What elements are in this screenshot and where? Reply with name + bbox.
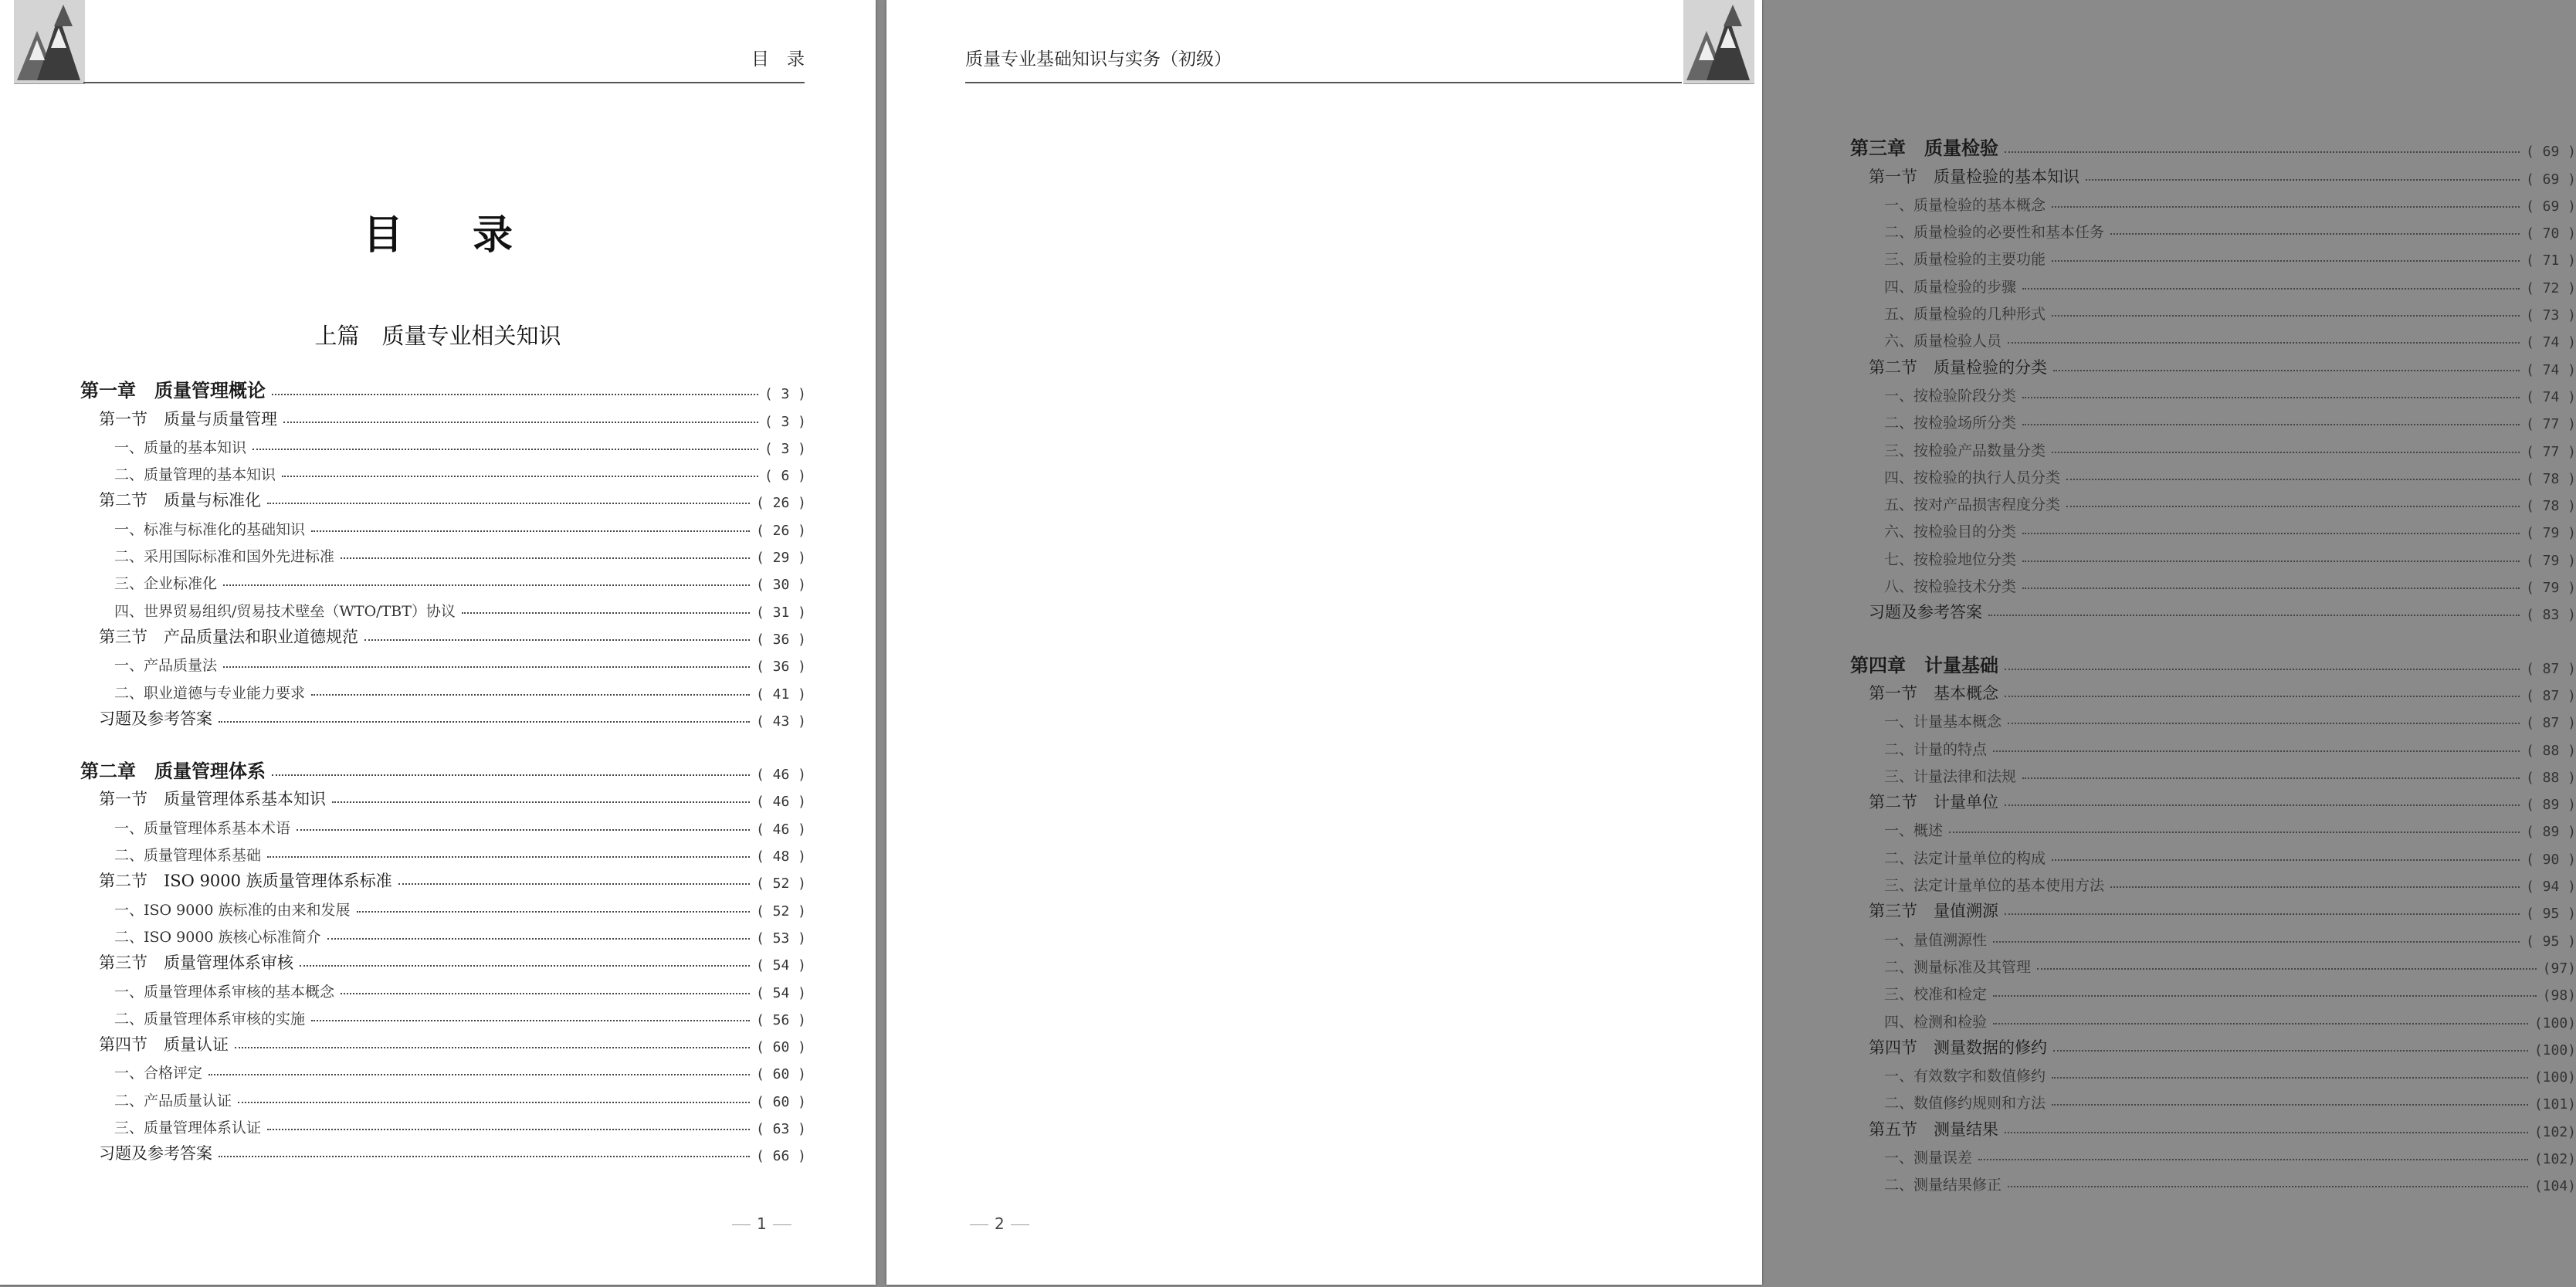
dot-leader bbox=[2008, 341, 2520, 344]
toc-entry-title: 二、数值修约规则和方法 bbox=[1884, 1095, 2046, 1113]
toc-entry-page: ( 88 ) bbox=[2525, 742, 2576, 759]
toc-entry-page: ( 30 ) bbox=[755, 577, 806, 594]
toc-entry-item bbox=[1850, 487, 2576, 514]
dot-leader bbox=[2022, 287, 2520, 290]
toc-entry-item bbox=[80, 566, 806, 593]
toc-entry-page: ( 26 ) bbox=[755, 522, 806, 539]
dot-leader bbox=[341, 992, 750, 994]
toc-entry-page: (97) bbox=[2542, 960, 2576, 977]
toc-entry-page: ( 36 ) bbox=[755, 631, 806, 648]
toc-entry-title: 第二章 质量管理体系 bbox=[80, 760, 266, 783]
toc-entry-title: 习题及参考答案 bbox=[1869, 603, 1982, 622]
toc-entry-title: 一、质量管理体系审核的基本概念 bbox=[114, 983, 335, 1001]
toc-entry-page: ( 52 ) bbox=[755, 875, 806, 892]
toc-entry-item bbox=[80, 1110, 806, 1137]
toc-entry-page: ( 48 ) bbox=[755, 848, 806, 865]
toc-entry-title: 三、校准和检定 bbox=[1884, 986, 1988, 1004]
dot-leader bbox=[1949, 831, 2520, 833]
toc-entry-title: 二、计量的特点 bbox=[1884, 740, 1988, 758]
right-page bbox=[886, 0, 2576, 1285]
toc-entry-title: 四、检测和检验 bbox=[1884, 1013, 1988, 1031]
toc-entry-page: (102) bbox=[2534, 1150, 2576, 1167]
toc-entry-page: ( 54 ) bbox=[755, 957, 806, 974]
toc-entry-item bbox=[80, 1055, 806, 1082]
toc-entry-title: 一、质量管理体系基本术语 bbox=[114, 819, 291, 837]
dot-leader bbox=[332, 801, 750, 803]
toc-entry-exercise bbox=[80, 703, 806, 730]
dot-leader bbox=[327, 937, 750, 940]
dot-leader bbox=[2022, 423, 2520, 425]
dot-leader bbox=[2005, 695, 2520, 697]
dot-leader bbox=[364, 638, 750, 641]
dot-leader bbox=[341, 557, 750, 559]
toc-entry-page: ( 3 ) bbox=[764, 413, 806, 430]
toc-entry-title: 第一节 质量检验的基本知识 bbox=[1869, 167, 2079, 186]
dot-leader bbox=[2022, 532, 2520, 534]
toc-entry-page: ( 60 ) bbox=[755, 1093, 806, 1110]
toc-entry-section bbox=[80, 484, 806, 511]
toc-entry-section bbox=[1850, 677, 2576, 704]
toc-entry-page: ( 60 ) bbox=[755, 1039, 806, 1056]
toc-entry-title: 三、按检验产品数量分类 bbox=[1884, 442, 2046, 459]
toc-entry-item bbox=[80, 430, 806, 457]
dot-leader bbox=[1993, 940, 2520, 943]
toc-entry-title: 二、按检验场所分类 bbox=[1884, 415, 2017, 432]
dot-leader bbox=[311, 693, 750, 696]
toc-entry-title: 三、法定计量单位的基本使用方法 bbox=[1884, 877, 2105, 895]
corner-logo-image bbox=[14, 0, 85, 84]
toc-entry-title: 第三节 量值溯源 bbox=[1869, 902, 1998, 921]
dot-leader bbox=[2066, 478, 2520, 480]
dot-leader bbox=[2022, 396, 2520, 398]
toc-entry-chapter bbox=[80, 756, 806, 783]
toc-entry-title: 五、按对产品损害程度分类 bbox=[1884, 496, 2061, 514]
toc-entry-section bbox=[1850, 786, 2576, 813]
toc-entry-title: 一、计量基本概念 bbox=[1884, 713, 2002, 731]
dot-leader bbox=[1988, 614, 2520, 616]
dot-leader bbox=[2008, 722, 2520, 724]
toc-entry-section bbox=[80, 865, 806, 892]
dot-leader bbox=[2022, 560, 2520, 562]
dot-leader bbox=[357, 910, 750, 913]
dot-leader bbox=[235, 1046, 750, 1048]
toc-entry-title: 第五节 测量结果 bbox=[1869, 1119, 1998, 1139]
toc-entry-title: 一、质量检验的基本概念 bbox=[1884, 196, 2046, 214]
toc-entry-page: ( 46 ) bbox=[755, 821, 806, 838]
toc-entry-title: 第一节 质量管理体系基本知识 bbox=[99, 790, 326, 809]
dot-leader bbox=[2037, 967, 2537, 970]
dot-leader bbox=[2110, 886, 2520, 888]
toc-entry-item bbox=[80, 892, 806, 919]
toc-entry-section bbox=[1850, 895, 2576, 922]
toc-entry-page: ( 3 ) bbox=[764, 440, 806, 457]
toc-entry-title: 二、测量标准及其管理 bbox=[1884, 958, 2032, 976]
dot-leader bbox=[253, 448, 758, 450]
dot-leader bbox=[297, 828, 750, 831]
dot-leader bbox=[2053, 369, 2520, 371]
toc-entry-item bbox=[1850, 950, 2576, 977]
toc-entry-item bbox=[1850, 269, 2576, 296]
toc-entry-section bbox=[1850, 1113, 2576, 1140]
toc-entry-page: ( 70 ) bbox=[2525, 225, 2576, 242]
toc-entry-title: 第一节 基本概念 bbox=[1869, 683, 1998, 703]
toc-entry-item bbox=[80, 974, 806, 1001]
toc-entry-item bbox=[80, 539, 806, 566]
toc-entry-title: 第二节 质量与标准化 bbox=[99, 491, 261, 510]
dot-leader bbox=[2052, 205, 2520, 208]
dot-leader bbox=[267, 502, 750, 504]
toc-entry-title: 第四节 测量数据的修约 bbox=[1869, 1038, 2047, 1057]
dot-leader bbox=[267, 855, 750, 858]
dot-leader bbox=[311, 1019, 750, 1021]
toc-entry-page: ( 79 ) bbox=[2525, 552, 2576, 569]
toc-entry-title: 三、企业标准化 bbox=[114, 575, 218, 593]
toc-entry-title: 第四章 计量基础 bbox=[1850, 654, 1998, 676]
dot-leader bbox=[1993, 994, 2537, 997]
toc-entry-page: ( 53 ) bbox=[755, 930, 806, 947]
dot-leader bbox=[238, 1101, 750, 1103]
toc-entry-item bbox=[1850, 242, 2576, 269]
left-page bbox=[0, 0, 876, 1285]
page-number bbox=[964, 1214, 1035, 1233]
toc-entry-page: ( 94 ) bbox=[2525, 879, 2576, 896]
toc-entry-title: 第四节 质量认证 bbox=[99, 1035, 229, 1055]
toc-entry-page: ( 95 ) bbox=[2525, 906, 2576, 923]
dot-leader bbox=[2086, 178, 2520, 181]
toc-entry-item bbox=[80, 648, 806, 675]
toc-entry-item bbox=[1850, 405, 2576, 432]
toc-entry-title: 六、质量检验人员 bbox=[1884, 333, 2002, 351]
toc-entry-title: 第一章 质量管理概论 bbox=[80, 380, 266, 402]
toc-entry-item bbox=[1850, 1085, 2576, 1113]
toc-entry-section bbox=[80, 783, 806, 810]
toc-entry-title: 二、质量管理的基本知识 bbox=[114, 466, 276, 484]
toc-entry-page: ( 31 ) bbox=[755, 604, 806, 621]
toc-entry-title: 一、测量误差 bbox=[1884, 1149, 1973, 1167]
toc-entry-title: 三、质量检验的主要功能 bbox=[1884, 251, 2046, 269]
part-title: 上篇 质量专业相关知识 bbox=[314, 323, 561, 349]
dot-leader bbox=[208, 1073, 750, 1075]
dot-leader bbox=[1993, 750, 2520, 752]
toc-entry-page: ( 87 ) bbox=[2525, 715, 2576, 732]
toc-entry-title: 六、按检验目的分类 bbox=[1884, 523, 2017, 541]
toc-entry-item bbox=[80, 593, 806, 620]
toc-entry-item bbox=[1850, 1058, 2576, 1085]
toc-entry-page: ( 78 ) bbox=[2525, 470, 2576, 487]
dot-leader bbox=[272, 393, 758, 395]
toc-entry-title: 五、质量检验的几种形式 bbox=[1884, 306, 2046, 323]
toc-entry-page: (104) bbox=[2534, 1178, 2576, 1195]
toc-entry-title: 第一节 质量与质量管理 bbox=[99, 409, 277, 428]
toc-entry-title: 第二节 质量检验的分类 bbox=[1869, 357, 2047, 377]
toc-entry-item bbox=[80, 838, 806, 865]
toc-entry-title: 二、法定计量单位的构成 bbox=[1884, 849, 2046, 867]
dot-leader bbox=[311, 530, 750, 532]
toc-entry-item bbox=[80, 511, 806, 538]
toc-entry-item bbox=[1850, 514, 2576, 541]
toc-entry-item bbox=[1850, 731, 2576, 758]
toc-entry-title: 四、世界贸易组织/贸易技术壁垒（WTO/TBT）协议 bbox=[114, 602, 456, 620]
toc-entry-item bbox=[1850, 432, 2576, 459]
toc-entry-page: ( 90 ) bbox=[2525, 851, 2576, 868]
toc-entry-title: 八、按检验技术分类 bbox=[1884, 578, 2017, 596]
toc-entry-page: ( 73 ) bbox=[2525, 307, 2576, 324]
toc-entry-item bbox=[1850, 1167, 2576, 1194]
toc-entry-page: ( 69 ) bbox=[2525, 144, 2576, 161]
toc-entry-title: 一、标准与标准化的基础知识 bbox=[114, 520, 306, 538]
toc-entry-item bbox=[1850, 296, 2576, 323]
dot-leader bbox=[1978, 1158, 2528, 1160]
toc-entry-item bbox=[1850, 215, 2576, 242]
toc-entry-item bbox=[80, 810, 806, 837]
toc-entry-title: 一、质量的基本知识 bbox=[114, 439, 247, 456]
dot-leader bbox=[2052, 451, 2520, 453]
header-rule bbox=[83, 82, 805, 83]
toc-entry-item bbox=[1850, 1004, 2576, 1031]
toc-list bbox=[1850, 133, 2576, 1194]
toc-entry-page: ( 6 ) bbox=[764, 468, 806, 485]
toc-entry-exercise bbox=[1850, 596, 2576, 623]
dot-leader bbox=[282, 475, 758, 477]
toc-entry-section bbox=[80, 621, 806, 648]
page-number-value: 1 bbox=[757, 1214, 767, 1233]
toc-entry-title: 四、按检验的执行人员分类 bbox=[1884, 469, 2061, 486]
toc-entry-title: 习题及参考答案 bbox=[99, 1144, 212, 1163]
toc-entry-page: ( 46 ) bbox=[755, 767, 806, 784]
dot-leader bbox=[283, 421, 758, 423]
toc-entry-page: ( 69 ) bbox=[2525, 198, 2576, 215]
toc-entry-page: ( 74 ) bbox=[2525, 361, 2576, 378]
dot-leader bbox=[462, 611, 750, 614]
toc-entry-title: 四、质量检验的步骤 bbox=[1884, 278, 2017, 296]
toc-entry-page: ( 66 ) bbox=[755, 1148, 806, 1165]
toc-entry-title: 一、概述 bbox=[1884, 822, 1944, 840]
toc-entry-page: ( 41 ) bbox=[755, 686, 806, 703]
toc-entry-page: ( 87 ) bbox=[2525, 660, 2576, 677]
toc-entry-title: 二、质量管理体系基础 bbox=[114, 847, 262, 865]
toc-entry-page: ( 89 ) bbox=[2525, 797, 2576, 814]
toc-entry-item bbox=[80, 1001, 806, 1028]
toc-entry-title: 一、有效数字和数值修约 bbox=[1884, 1068, 2046, 1085]
toc-entry-item bbox=[80, 1082, 806, 1109]
dot-leader bbox=[2052, 259, 2520, 262]
dot-leader bbox=[398, 882, 750, 885]
running-header: 目 录 bbox=[751, 49, 805, 69]
running-header: 质量专业基础知识与实务（初级） bbox=[965, 49, 1232, 69]
dot-leader bbox=[2005, 1131, 2528, 1133]
toc-entry-title: 第三章 质量检验 bbox=[1850, 137, 1998, 160]
toc-entry-page: ( 60 ) bbox=[755, 1066, 806, 1083]
dot-leader bbox=[2005, 804, 2520, 806]
toc-entry-item bbox=[1850, 378, 2576, 405]
toc-entry-title: 二、采用国际标准和国外先进标准 bbox=[114, 548, 335, 566]
dot-leader bbox=[2005, 151, 2520, 153]
toc-entry-page: ( 26 ) bbox=[755, 495, 806, 512]
toc-entry-title: 二、质量检验的必要性和基本任务 bbox=[1884, 224, 2105, 242]
toc-entry-title: 一、产品质量法 bbox=[114, 657, 218, 675]
toc-entry-page: ( 89 ) bbox=[2525, 824, 2576, 841]
toc-entry-page: ( 95 ) bbox=[2525, 933, 2576, 950]
toc-list bbox=[80, 375, 806, 1164]
toc-entry-page: ( 63 ) bbox=[755, 1121, 806, 1138]
toc-entry-page: ( 3 ) bbox=[764, 386, 806, 403]
toc-entry-page: ( 79 ) bbox=[2525, 525, 2576, 542]
dot-leader bbox=[267, 1128, 750, 1130]
toc-entry-title: 二、ISO 9000 族核心标准简介 bbox=[114, 928, 321, 946]
toc-entry-section bbox=[1850, 1031, 2576, 1058]
page-number bbox=[726, 1214, 798, 1233]
dot-leader bbox=[2053, 1049, 2528, 1052]
toc-entry-section bbox=[1850, 160, 2576, 187]
toc-entry-page: ( 77 ) bbox=[2525, 416, 2576, 433]
toc-entry-page: ( 71 ) bbox=[2525, 252, 2576, 269]
toc-entry-page: ( 74 ) bbox=[2525, 388, 2576, 405]
toc-entry-title: 第二节 ISO 9000 族质量管理体系标准 bbox=[99, 872, 392, 891]
page-number-value: 2 bbox=[995, 1214, 1005, 1233]
toc-entry-item bbox=[1850, 460, 2576, 487]
toc-entry-page: ( 79 ) bbox=[2525, 580, 2576, 597]
toc-entry-page: ( 88 ) bbox=[2525, 769, 2576, 786]
toc-entry-page: (98) bbox=[2542, 987, 2576, 1004]
toc-entry-item bbox=[1850, 323, 2576, 351]
toc-entry-page: (100) bbox=[2534, 1069, 2576, 1086]
toc-entry-title: 第二节 计量单位 bbox=[1869, 793, 1998, 812]
toc-entry-title: 一、ISO 9000 族标准的由来和发展 bbox=[114, 901, 351, 919]
toc-entry-page: (100) bbox=[2534, 1041, 2576, 1058]
corner-logo-image bbox=[1683, 0, 1754, 84]
toc-entry-item bbox=[1850, 868, 2576, 895]
dot-leader bbox=[2052, 314, 2520, 317]
toc-entry-page: ( 52 ) bbox=[755, 903, 806, 920]
dot-leader bbox=[2110, 232, 2520, 235]
dot-leader bbox=[2022, 777, 2520, 779]
toc-entry-title: 二、职业道德与专业能力要求 bbox=[114, 684, 306, 702]
dot-leader bbox=[223, 584, 750, 586]
toc-entry-page: (102) bbox=[2534, 1123, 2576, 1140]
toc-entry-page: ( 74 ) bbox=[2525, 334, 2576, 351]
toc-entry-title: 一、按检验阶段分类 bbox=[1884, 387, 2017, 405]
toc-entry-item bbox=[80, 920, 806, 947]
toc-entry-page: ( 83 ) bbox=[2525, 607, 2576, 624]
dot-leader bbox=[2005, 668, 2520, 670]
dot-leader bbox=[2066, 505, 2520, 507]
toc-entry-section bbox=[80, 1028, 806, 1055]
toc-entry-page: ( 43 ) bbox=[755, 713, 806, 730]
dot-leader bbox=[2005, 913, 2520, 915]
toc-entry-item bbox=[80, 457, 806, 484]
dot-leader bbox=[2052, 1103, 2528, 1106]
toc-entry-title: 三、计量法律和法规 bbox=[1884, 767, 2017, 785]
toc-entry-page: ( 77 ) bbox=[2525, 443, 2576, 460]
toc-entry-page: (100) bbox=[2534, 1014, 2576, 1031]
toc-entry-page: ( 46 ) bbox=[755, 794, 806, 811]
toc-entry-page: ( 36 ) bbox=[755, 659, 806, 676]
dot-leader bbox=[1993, 1022, 2528, 1025]
toc-title: 目录 bbox=[362, 212, 582, 259]
header-rule bbox=[965, 82, 1682, 83]
toc-entry-item bbox=[1850, 569, 2576, 596]
toc-entry-page: ( 78 ) bbox=[2525, 498, 2576, 515]
toc-entry-chapter bbox=[80, 375, 806, 402]
dot-leader bbox=[272, 774, 750, 776]
toc-entry-item bbox=[1850, 1140, 2576, 1167]
toc-entry-item bbox=[1850, 188, 2576, 215]
toc-entry-title: 七、按检验地位分类 bbox=[1884, 550, 2017, 568]
toc-entry-section bbox=[1850, 351, 2576, 378]
toc-entry-title: 第三节 产品质量法和职业道德规范 bbox=[99, 627, 358, 646]
dot-leader bbox=[223, 666, 750, 668]
toc-entry-page: ( 29 ) bbox=[755, 550, 806, 567]
dot-leader bbox=[2008, 1185, 2528, 1187]
toc-entry-title: 二、测量结果修正 bbox=[1884, 1177, 2002, 1194]
toc-entry-title: 习题及参考答案 bbox=[99, 709, 212, 728]
dot-leader bbox=[2052, 1076, 2528, 1079]
toc-entry-title: 三、质量管理体系认证 bbox=[114, 1119, 262, 1137]
toc-entry-page: ( 54 ) bbox=[755, 984, 806, 1001]
toc-entry-title: 一、合格评定 bbox=[114, 1065, 203, 1082]
toc-entry-chapter bbox=[1850, 649, 2576, 676]
mountain-logo-icon bbox=[14, 0, 85, 83]
mountain-logo-icon bbox=[1683, 0, 1754, 83]
toc-entry-section bbox=[80, 947, 806, 974]
toc-entry-item bbox=[80, 675, 806, 702]
toc-entry-page: ( 72 ) bbox=[2525, 279, 2576, 296]
toc-entry-page: ( 69 ) bbox=[2525, 171, 2576, 188]
toc-entry-page: (101) bbox=[2534, 1096, 2576, 1113]
dot-leader bbox=[219, 1155, 750, 1157]
toc-entry-item bbox=[1850, 922, 2576, 949]
toc-entry-page: ( 56 ) bbox=[755, 1011, 806, 1028]
toc-entry-item bbox=[1850, 840, 2576, 867]
toc-entry-item bbox=[1850, 704, 2576, 731]
toc-entry-title: 二、产品质量认证 bbox=[114, 1092, 232, 1109]
toc-entry-item bbox=[1850, 977, 2576, 1004]
toc-entry-exercise bbox=[80, 1137, 806, 1164]
dot-leader bbox=[2052, 859, 2520, 861]
dot-leader bbox=[2022, 587, 2520, 589]
toc-entry-section bbox=[80, 402, 806, 429]
toc-entry-item bbox=[1850, 541, 2576, 568]
dot-leader bbox=[219, 720, 750, 723]
toc-entry-title: 一、量值溯源性 bbox=[1884, 931, 1988, 949]
toc-entry-title: 二、质量管理体系审核的实施 bbox=[114, 1010, 306, 1028]
toc-entry-item bbox=[1850, 813, 2576, 840]
toc-entry-chapter bbox=[1850, 133, 2576, 160]
dot-leader bbox=[300, 964, 750, 967]
toc-entry-title: 第三节 质量管理体系审核 bbox=[99, 953, 293, 973]
toc-entry-item bbox=[1850, 759, 2576, 786]
toc-entry-page: ( 87 ) bbox=[2525, 687, 2576, 704]
